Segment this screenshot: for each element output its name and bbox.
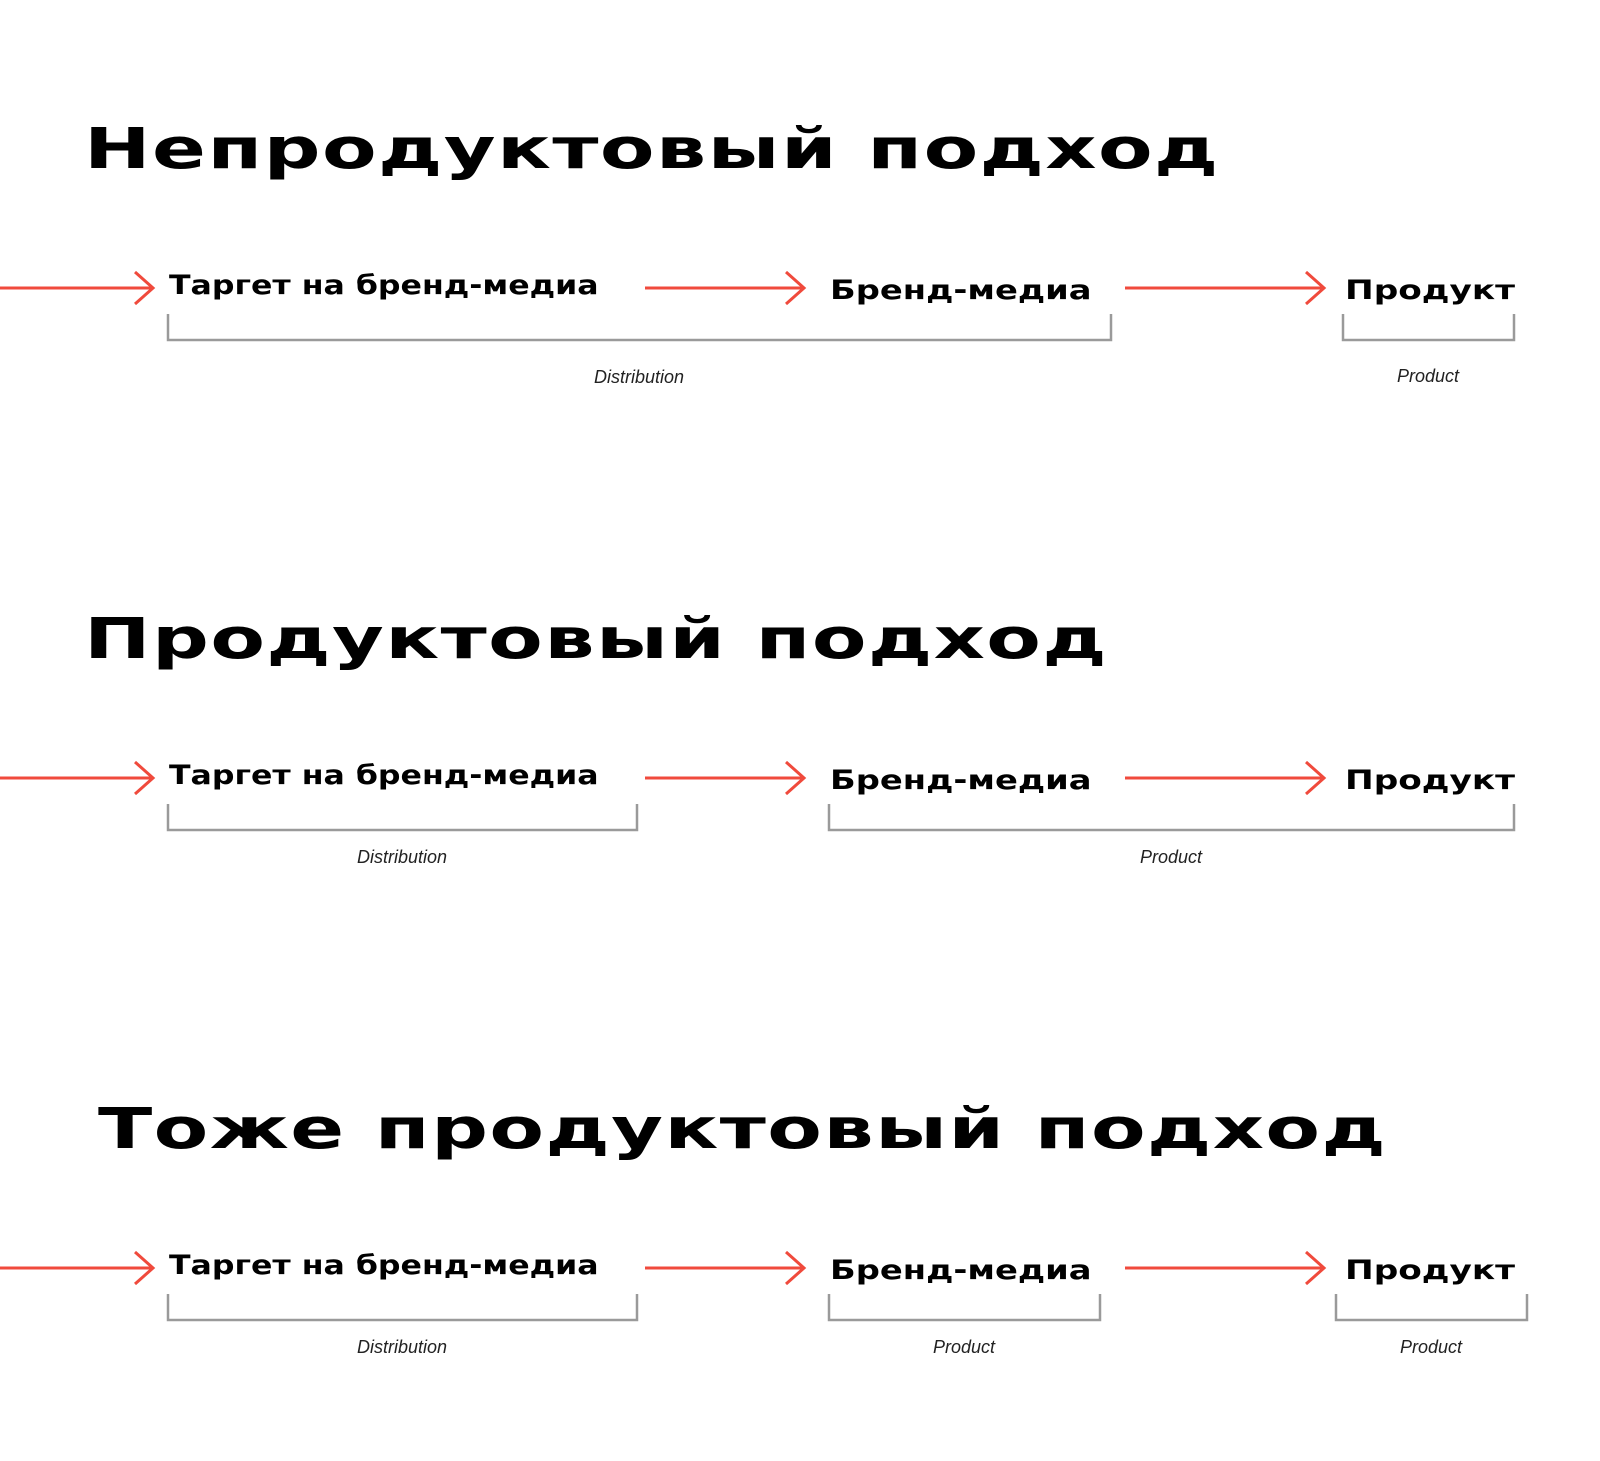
arrow-2	[645, 1252, 804, 1284]
arrow-1	[0, 1252, 153, 1284]
group-label-product: Product	[1396, 366, 1460, 386]
arrow-3	[1125, 1252, 1324, 1284]
node-target-brand-media: Таргет на бренд-медиа	[169, 1250, 599, 1281]
node-brand-media: Бренд-медиа	[830, 1255, 1092, 1286]
node-brand-media: Бренд-медиа	[830, 275, 1092, 306]
arrow-2	[645, 272, 804, 304]
arrow-2	[645, 762, 804, 794]
section-non-product-approach	[0, 0, 1600, 387]
arrow-1	[0, 762, 153, 794]
bracket-product	[829, 1294, 1100, 1320]
bracket-distribution	[168, 804, 637, 830]
bracket-distribution	[168, 314, 1111, 340]
bracket-product	[829, 804, 1514, 830]
group-label-distribution: Distribution	[356, 1337, 448, 1357]
node-target-brand-media: Таргет на бренд-медиа	[169, 270, 599, 301]
node-product: Продукт	[1345, 1255, 1516, 1286]
group-label-product: Product	[1399, 1337, 1463, 1357]
group-label-product: Product	[932, 1337, 996, 1357]
node-product: Продукт	[1345, 765, 1516, 796]
section-also-product-approach	[0, 980, 1600, 1357]
section-title: Продуктовый подход	[84, 607, 1108, 672]
node-brand-media: Бренд-медиа	[830, 765, 1092, 796]
node-product: Продукт	[1345, 275, 1516, 306]
section-product-approach	[0, 490, 1600, 867]
bracket-distribution	[168, 1294, 637, 1320]
arrow-1	[0, 272, 153, 304]
group-label-product: Product	[1139, 847, 1203, 867]
group-label-distribution: Distribution	[593, 367, 685, 387]
arrow-3	[1125, 272, 1324, 304]
bracket-product	[1336, 1294, 1527, 1320]
section-title: Непродуктовый подход	[84, 117, 1220, 182]
node-target-brand-media: Таргет на бренд-медиа	[169, 760, 599, 791]
arrow-3	[1125, 762, 1324, 794]
group-label-distribution: Distribution	[356, 847, 448, 867]
bracket-product	[1343, 314, 1514, 340]
section-title: Тоже продуктовый подход	[98, 1097, 1388, 1162]
